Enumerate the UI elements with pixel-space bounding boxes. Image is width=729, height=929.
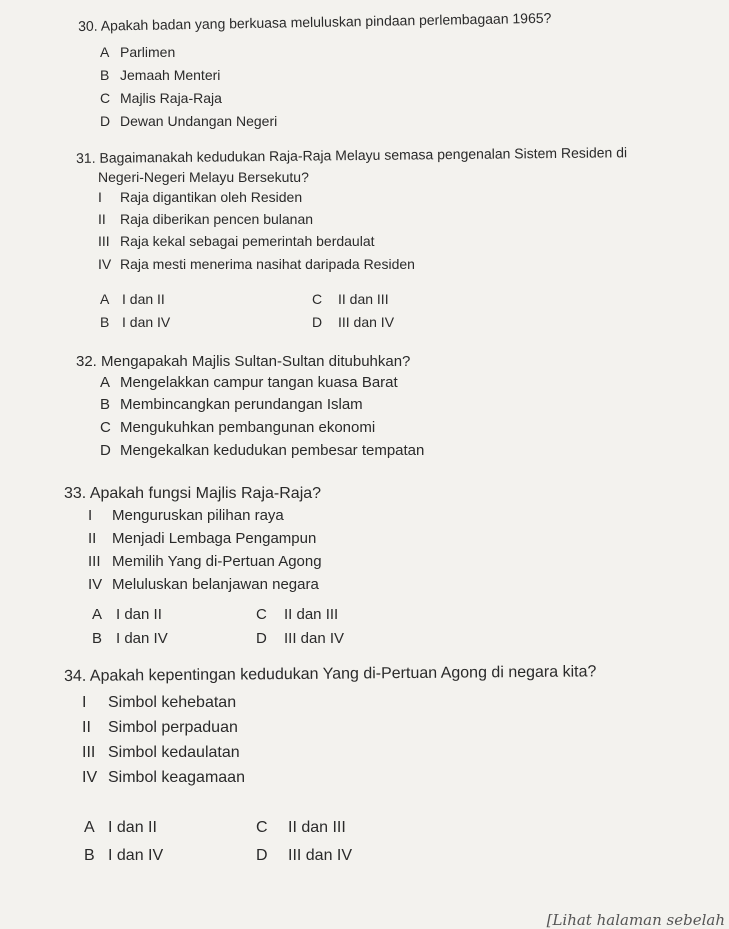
- choice-c: C II dan III: [256, 819, 346, 836]
- choice-d: D III dan IV: [312, 314, 395, 330]
- statement-iv: IV Raja mesti menerima nasihat daripada Residen: [98, 256, 415, 272]
- statement-iv: IV Meluluskan belanjawan negara: [88, 576, 319, 593]
- question-30-text: [78, 10, 551, 34]
- question-number: 34.: [64, 667, 87, 685]
- statement-ii: II Raja diberikan pencen bulanan: [98, 211, 314, 227]
- question-number: 33.: [64, 485, 87, 502]
- option-d: D Mengekalkan kedudukan pembesar tempatan: [100, 442, 425, 459]
- choice-b: B I dan IV: [84, 847, 164, 864]
- choice-a: A I dan II: [92, 606, 162, 623]
- question-31-text: [76, 144, 627, 166]
- choice-b: B I dan IV: [92, 630, 168, 647]
- choice-a: A I dan II: [100, 291, 165, 307]
- question-text: Apakah badan yang berkuasa meluluskan pindaan perlembagaan 1965?: [100, 9, 552, 34]
- option-a: A Mengelakkan campur tangan kuasa Barat: [100, 374, 398, 391]
- question-text: Mengapakah Majlis Sultan-Sultan ditubuhkan?: [101, 353, 411, 370]
- question-31-text-line2: Negeri-Negeri Melayu Bersekutu?: [98, 169, 309, 185]
- question-number: 32.: [76, 353, 97, 370]
- question-32-text: [76, 353, 410, 370]
- question-number: 30.: [78, 17, 98, 34]
- statement-i: I Simbol kehebatan: [82, 694, 237, 711]
- option-d: D Dewan Undangan Negeri: [100, 113, 278, 129]
- statement-i: I Raja digantikan oleh Residen: [98, 189, 303, 205]
- statement-i: I Menguruskan pilihan raya: [88, 507, 284, 524]
- question-34-text: [64, 663, 596, 686]
- question-number: 31.: [76, 149, 96, 166]
- question-text: Apakah kepentingan kedudukan Yang di-Pertuan Agong di negara kita?: [89, 663, 597, 685]
- choice-c: C II dan III: [256, 606, 339, 623]
- statement-iv: IV Simbol keagamaan: [82, 769, 245, 786]
- choice-b: B I dan IV: [100, 314, 171, 330]
- option-b: B Jemaah Menteri: [100, 67, 221, 83]
- statement-iii: III Simbol kedaulatan: [82, 744, 240, 761]
- statement-ii: II Simbol perpaduan: [82, 719, 238, 736]
- option-b: B Membincangkan perundangan Islam: [100, 396, 363, 413]
- statement-ii: II Menjadi Lembaga Pengampun: [88, 530, 317, 547]
- question-33-text: [64, 485, 321, 503]
- choice-a: A I dan II: [84, 819, 157, 836]
- statement-iii: III Memilih Yang di-Pertuan Agong: [88, 553, 322, 570]
- option-a: A Parlimen: [100, 44, 176, 60]
- question-text: Apakah fungsi Majlis Raja-Raja?: [89, 485, 322, 502]
- choice-d: D III dan IV: [256, 630, 345, 647]
- statement-iii: III Raja kekal sebagai pemerintah berdaulat: [98, 233, 375, 249]
- page-footer-note: [Lihat halaman sebelah: [546, 911, 725, 929]
- choice-d: D III dan IV: [256, 847, 353, 864]
- option-c: C Mengukuhkan pembangunan ekonomi: [100, 419, 376, 436]
- choice-c: C II dan III: [312, 291, 389, 307]
- option-c: C Majlis Raja-Raja: [100, 90, 222, 106]
- question-text: Bagaimanakah kedudukan Raja-Raja Melayu semasa pengenalan Sistem Residen di: [99, 144, 628, 166]
